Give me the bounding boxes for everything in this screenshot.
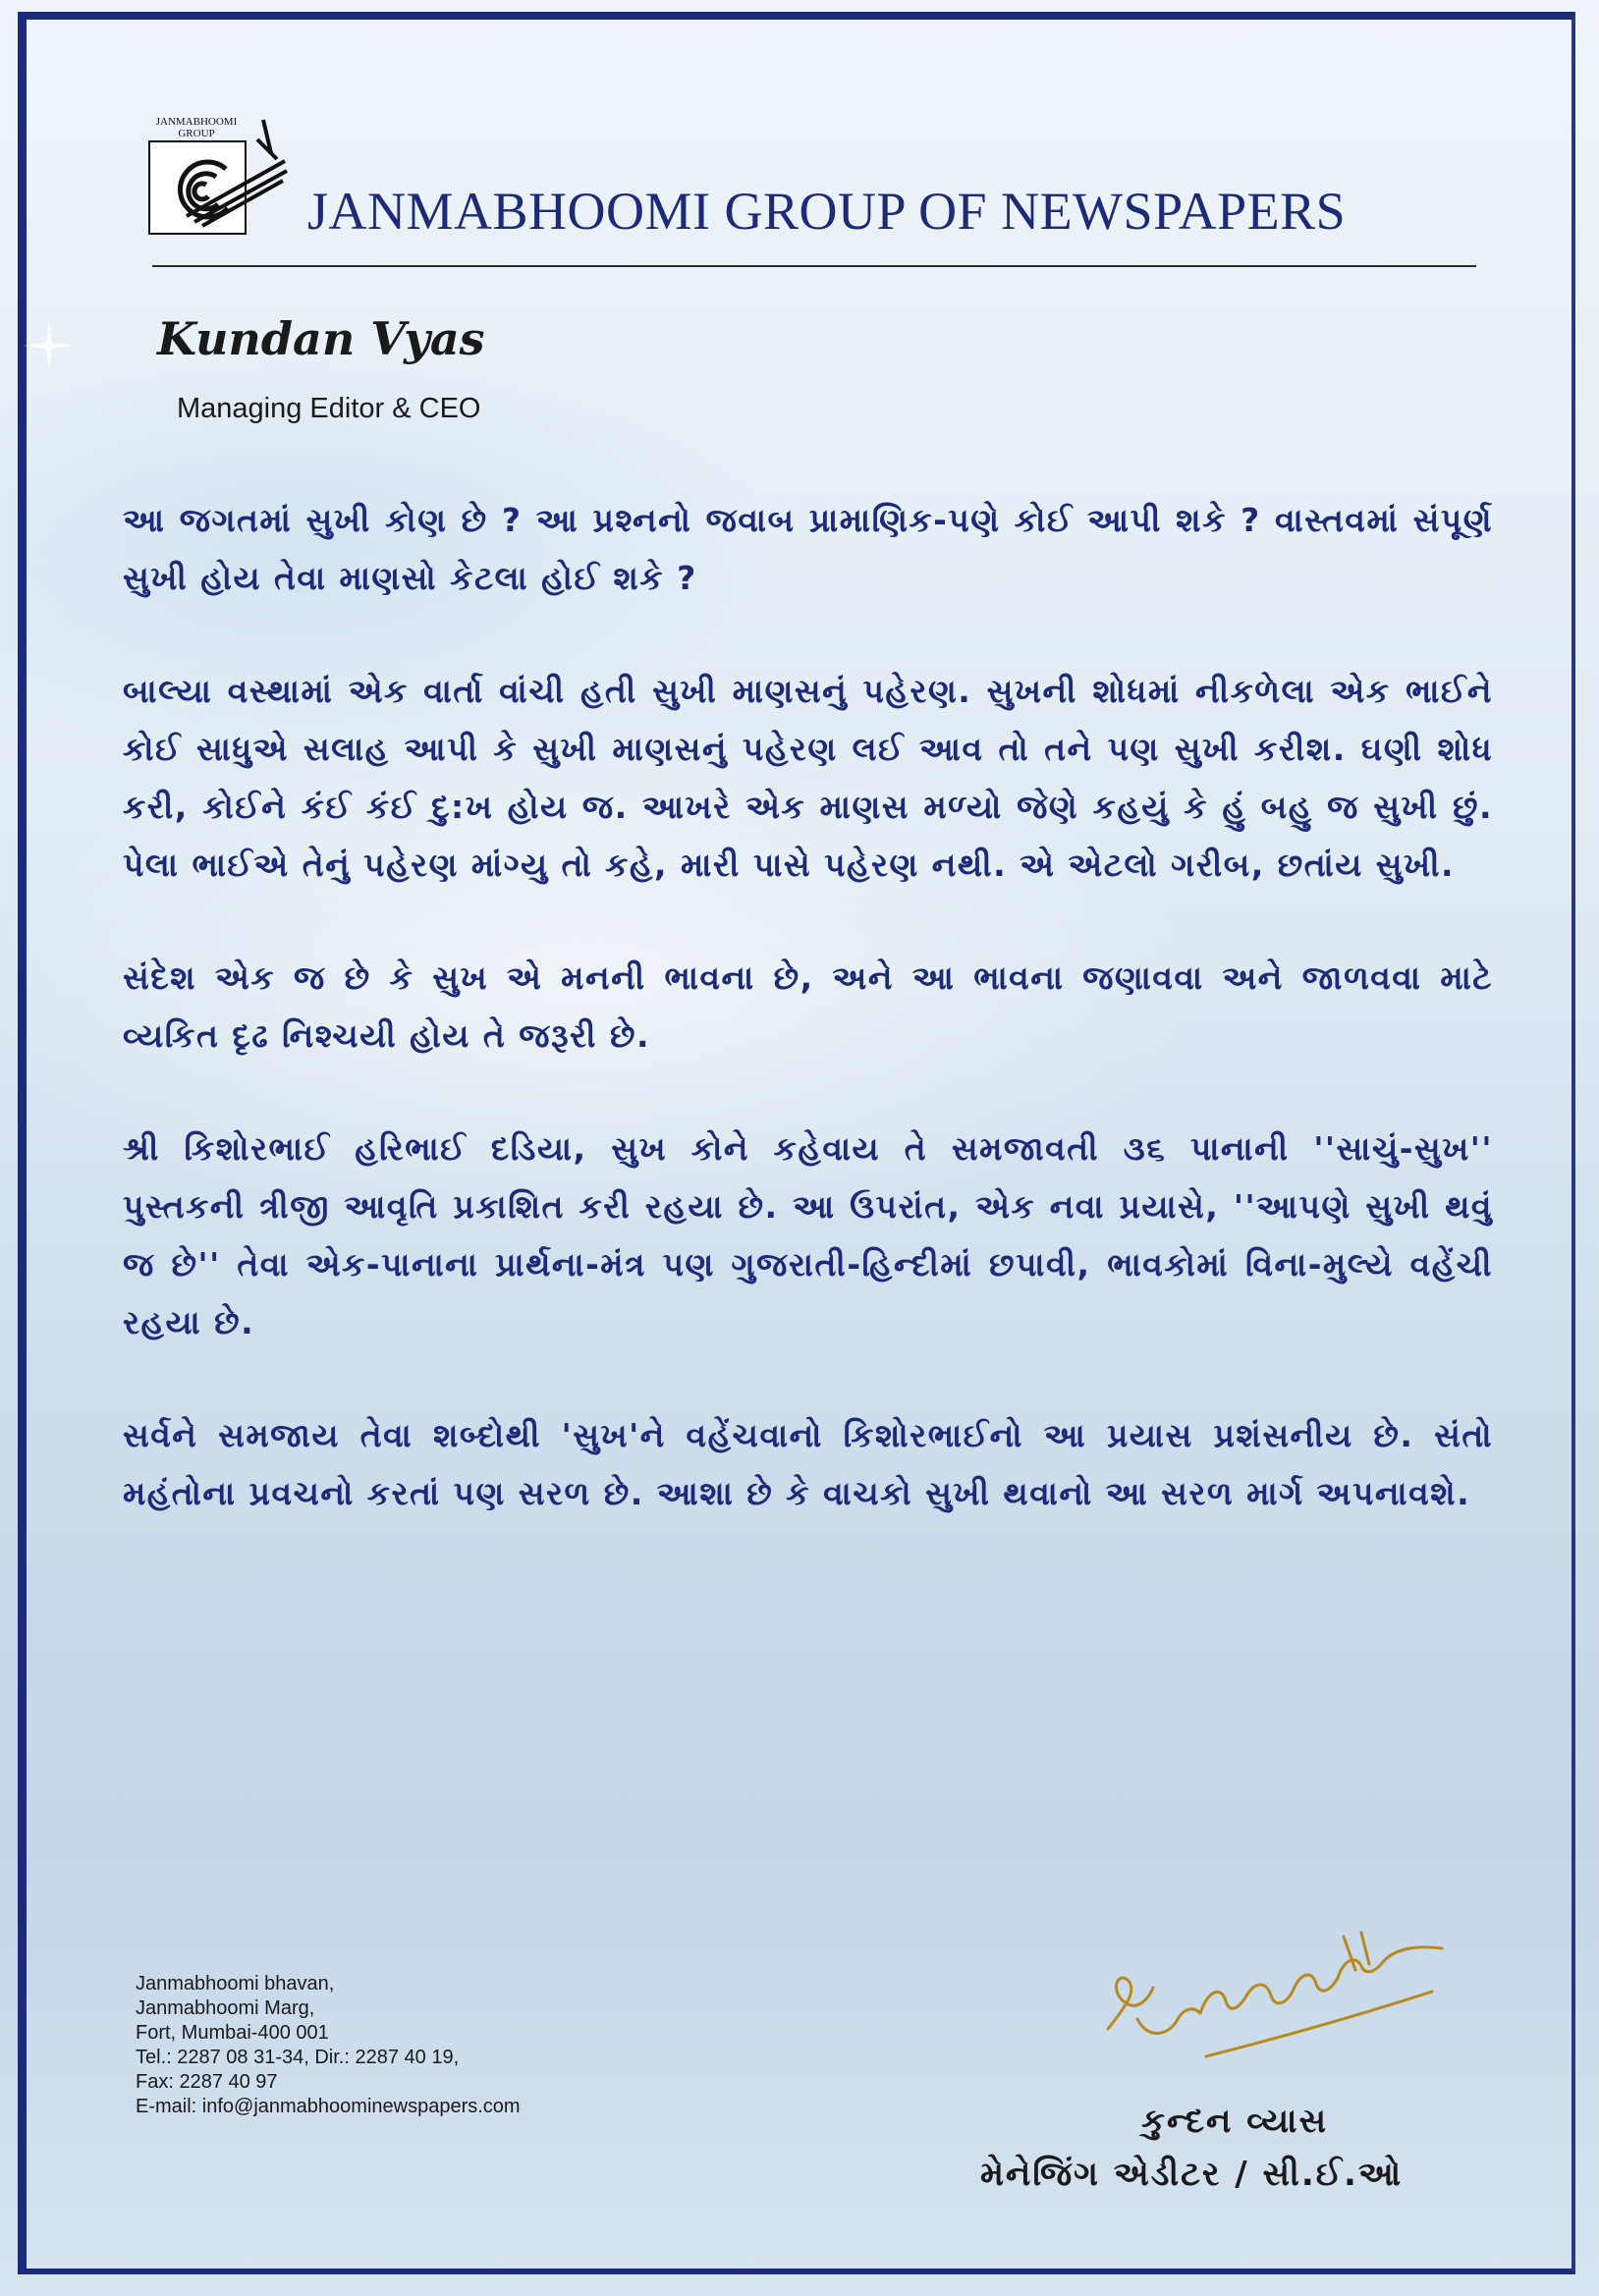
letter-body <box>123 491 1493 1577</box>
address-line: Janmabhoomi bhavan, <box>136 1973 335 1995</box>
office-address <box>136 1972 521 2119</box>
address-line: Fort, Mumbai-400 001 <box>136 2022 329 2044</box>
paragraph-4: શ્રી કિશોરભાઈ હરિભાઈ દડિયા, સુખ કોને કહેવાય તે સમજાવતી ૩૬ પાનાની ''સાચું-સુખ'' પુસ્તકની ત્રીજી આવૃતિ પ્રકાશિત કરી રહયા છે. આ ઉપરાંત, એક નવા પ્રયાસે, ''આપણે સુખી થવું જ છે'' તેવા એક-પાનાના પ્રાર્થના-મંત્ર પણ ગુજરાતી-હિન્દીમાં છપાવી, ભાવકોમાં વિના-મુલ્યે વહેંચી રહયા છે. <box>123 1129 1493 1341</box>
signatory-title: મેનેજિંગ એડીટર / સી.ઈ.ઓ <box>980 2155 1404 2194</box>
logo-caption: JANMABHOOMI GROUP <box>155 116 238 139</box>
fax-line: Fax: 2287 40 97 <box>136 2071 278 2093</box>
paragraph-1: આ જગતમાં સુખી કોણ છે ? આ પ્રશ્નનો જવાબ પ્રામાણિક-પણે કોઈ આપી શકે ? વાસ્તવમાં સંપૂર્ણ સુખી હોય તેવા માણસો કેટલા હોઈ શકે ? <box>123 501 1493 597</box>
signatory-name: કુન્દન વ્યાસ <box>1141 2102 1328 2141</box>
email-line: E-mail: info@janmabhoominewspapers.com <box>136 2096 521 2117</box>
paragraph-3: સંદેશ એક જ છે કે સુખ એ મનની ભાવના છે, અને આ ભાવના જણાવવા અને જાળવવા માટે વ્યકિત દૃઢ નિશ્ચયી હોય તે જરૂરી છે. <box>123 958 1493 1055</box>
header-divider <box>152 265 1476 267</box>
group-name-heading: JANMABHOOMI GROUP OF NEWSPAPERS <box>307 182 1347 241</box>
editor-name: Kundan Vyas <box>157 312 485 365</box>
handwritten-signature-icon <box>1098 1911 1452 2078</box>
paragraph-5: સર્વને સમજાય તેવા શબ્દોથી 'સુખ'ને વહેંચવાનો કિશોરભાઈનો આ પ્રયાસ પ્રશંસનીય છે. સંતો મહંતોના પ્રવચનો કરતાં પણ સરળ છે. આશા છે કે વાચકો સુખી થવાનો આ સરળ માર્ગ અપનાવશે. <box>123 1416 1493 1512</box>
sparkle-icon <box>20 316 79 375</box>
editor-title: Managing Editor & CEO <box>177 393 481 424</box>
phone-line: Tel.: 2287 08 31-34, Dir.: 2287 40 19, <box>136 2047 460 2068</box>
paragraph-2: બાલ્યા વસ્થામાં એક વાર્તા વાંચી હતી સુખી માણસનું પહેરણ. સુખની શોધમાં નીકળેલા એક ભાઈને કોઈ સાધુએ સલાહ આપી કે સુખી માણસનું પહેરણ લઈ આવ તો તને પણ સુખી કરીશ. ઘણી શોધ કરી, કોઈને કંઈ કંઈ દુ:ખ હોય જ. આખરે એક માણસ મળ્યો જેણે કહયું કે હું બહુ જ સુખી છું. પેલા ભાઈએ તેનું પહેરણ માંગ્યુ તો કહે, મારી પાસે પહેરણ નથી. એ એટલો ગરીબ, છતાંય સુખી. <box>123 672 1493 884</box>
address-line: Janmabhoomi Marg, <box>136 1997 315 2019</box>
